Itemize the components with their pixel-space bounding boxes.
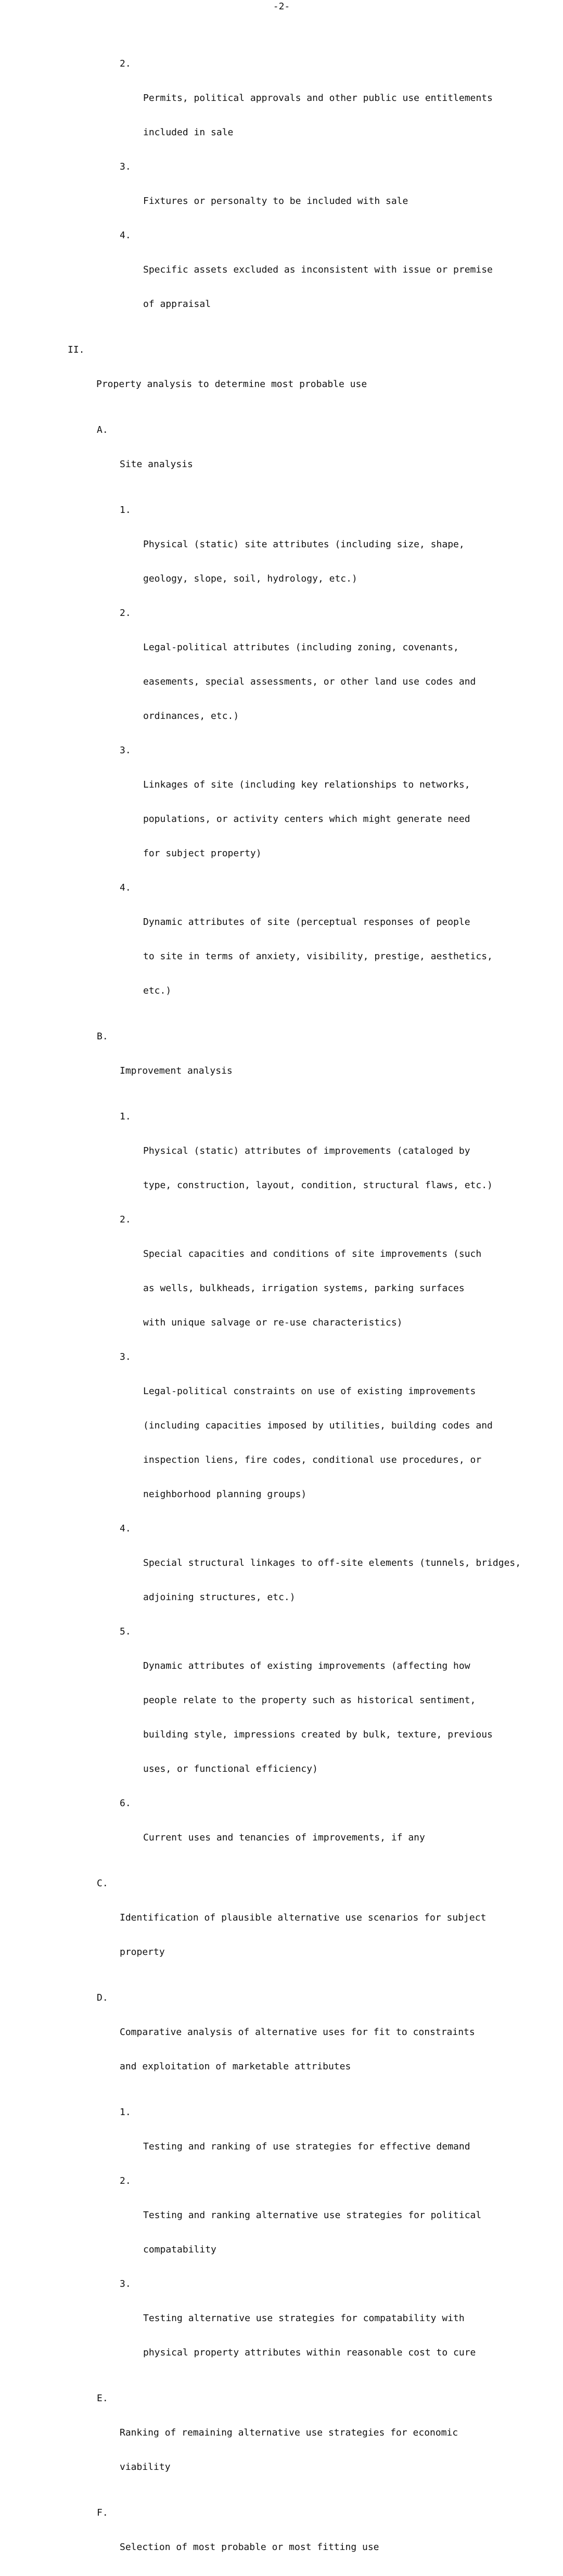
item-label: A. [97, 424, 108, 435]
item-text: Property analysis to determine most probable use [96, 379, 367, 390]
item-label: 4. [120, 882, 131, 893]
item-label: II. [68, 344, 85, 355]
item-text: included in sale [143, 127, 234, 138]
item-text: Special structural linkages to off-site elements (tunnels, bridges, [143, 1557, 521, 1568]
item-text: neighborhood planning groups) [143, 1489, 307, 1500]
item-text: easements, special assessments, or other land use codes and [143, 676, 476, 687]
item-label: 2. [120, 608, 131, 619]
item-label: B. [97, 1031, 108, 1042]
item-text: Physical (static) attributes of improvements (cataloged by [143, 1145, 470, 1156]
outline-item [0, 1798, 563, 1866]
item-text: Testing and ranking alternative use strategies for political [143, 2210, 482, 2221]
outline-item [0, 1111, 563, 1214]
outline [0, 58, 563, 2576]
outline-item [0, 1523, 563, 1626]
subsection-heading [0, 2507, 563, 2576]
item-text: geology, slope, soil, hydrology, etc.) [143, 573, 357, 584]
item-label: 2. [120, 58, 131, 69]
item-label: 3. [120, 745, 131, 756]
item-label: 2. [120, 2175, 131, 2186]
outline-item [0, 608, 563, 745]
item-text: for subject property) [143, 848, 262, 859]
item-text: populations, or activity centers which might generate need [143, 814, 470, 825]
item-label: 2. [120, 1214, 131, 1225]
item-text: etc.) [143, 985, 172, 996]
item-text: property [120, 1947, 165, 1957]
item-label: 3. [120, 1351, 131, 1362]
outline-item [0, 1214, 563, 1351]
item-text: viability [120, 2462, 171, 2472]
item-text: Dynamic attributes of existing improvements (affecting how [143, 1660, 470, 1671]
item-text: adjoining structures, etc.) [143, 1592, 296, 1603]
item-text: of appraisal [143, 299, 211, 310]
outline-item [0, 882, 563, 1020]
outline-item [0, 230, 563, 333]
page-number: -2- [273, 1, 290, 12]
item-label: C. [97, 1878, 108, 1889]
item-text: Specific assets excluded as inconsistent with issue or premise [143, 264, 493, 275]
item-label: 5. [120, 1626, 131, 1637]
item-text: as wells, bulkheads, irrigation systems, parking surfaces [143, 1283, 465, 1294]
item-label: 3. [120, 2278, 131, 2289]
subsection-heading [0, 1878, 563, 1981]
subsection-heading [0, 424, 563, 493]
item-text: uses, or functional efficiency) [143, 1763, 318, 1774]
item-label: 1. [120, 505, 131, 516]
outline-item [0, 2175, 563, 2278]
item-text: Physical (static) site attributes (including size, shape, [143, 539, 465, 550]
outline-item [0, 1351, 563, 1523]
subsection-heading [0, 1992, 563, 2095]
item-label: D. [97, 1992, 108, 2003]
outline-item [0, 745, 563, 882]
item-text: Identification of plausible alternative use scenarios for subject [120, 1912, 487, 1923]
item-text: Dynamic attributes of site (perceptual responses of people [143, 917, 470, 928]
item-text: ordinances, etc.) [143, 711, 239, 722]
item-label: 1. [120, 1111, 131, 1122]
item-text: with unique salvage or re-use characteristics) [143, 1317, 403, 1328]
outline-item [0, 2107, 563, 2175]
item-text: building style, impressions created by bulk, texture, previous [143, 1729, 493, 1740]
item-text: (including capacities imposed by utilities, building codes and [143, 1420, 493, 1431]
item-label: F. [97, 2507, 108, 2518]
item-text: Improvement analysis [120, 1065, 233, 1076]
item-text: inspection liens, fire codes, conditional use procedures, or [143, 1454, 482, 1465]
item-text: Current uses and tenancies of improvements, if any [143, 1832, 425, 1843]
item-text: type, construction, layout, condition, structural flaws, etc.) [143, 1180, 493, 1191]
item-text: to site in terms of anxiety, visibility, prestige, aesthetics, [143, 951, 493, 962]
outline-item [0, 2278, 563, 2381]
outline-item [0, 58, 563, 161]
item-text: physical property attributes within reasonable cost to cure [143, 2347, 476, 2358]
item-text: Ranking of remaining alternative use strategies for economic [120, 2427, 458, 2438]
outline-item [0, 1626, 563, 1798]
item-label: 4. [120, 1523, 131, 1534]
item-text: Testing and ranking of use strategies for effective demand [143, 2141, 470, 2152]
item-text: Selection of most probable or most fitting use [120, 2542, 379, 2553]
item-label: 3. [120, 161, 131, 172]
item-label: 1. [120, 2107, 131, 2118]
subsection-heading [0, 1031, 563, 1100]
item-text: Linkages of site (including key relationships to networks, [143, 779, 470, 790]
item-text: Testing alternative use strategies for compatability with [143, 2313, 465, 2324]
item-label: 6. [120, 1798, 131, 1809]
item-text: Legal-political attributes (including zoning, covenants, [143, 642, 459, 653]
item-text: Permits, political approvals and other public use entitlements [143, 93, 493, 104]
item-text: compatability [143, 2244, 216, 2255]
item-text: Special capacities and conditions of site improvements (such [143, 1248, 482, 1259]
item-text: Fixtures or personalty to be included with sale [143, 196, 408, 207]
item-text: Legal-political constraints on use of existing improvements [143, 1386, 476, 1397]
item-text: people relate to the property such as historical sentiment, [143, 1695, 476, 1706]
outline-item [0, 161, 563, 230]
item-label: E. [97, 2393, 108, 2404]
section-heading [0, 344, 563, 413]
subsection-heading [0, 2393, 563, 2496]
item-label: 4. [120, 230, 131, 241]
item-text: Comparative analysis of alternative uses for fit to constraints [120, 2027, 475, 2038]
item-text: and exploitation of marketable attributes [120, 2061, 351, 2072]
item-text: Site analysis [120, 459, 193, 470]
outline-item [0, 505, 563, 608]
